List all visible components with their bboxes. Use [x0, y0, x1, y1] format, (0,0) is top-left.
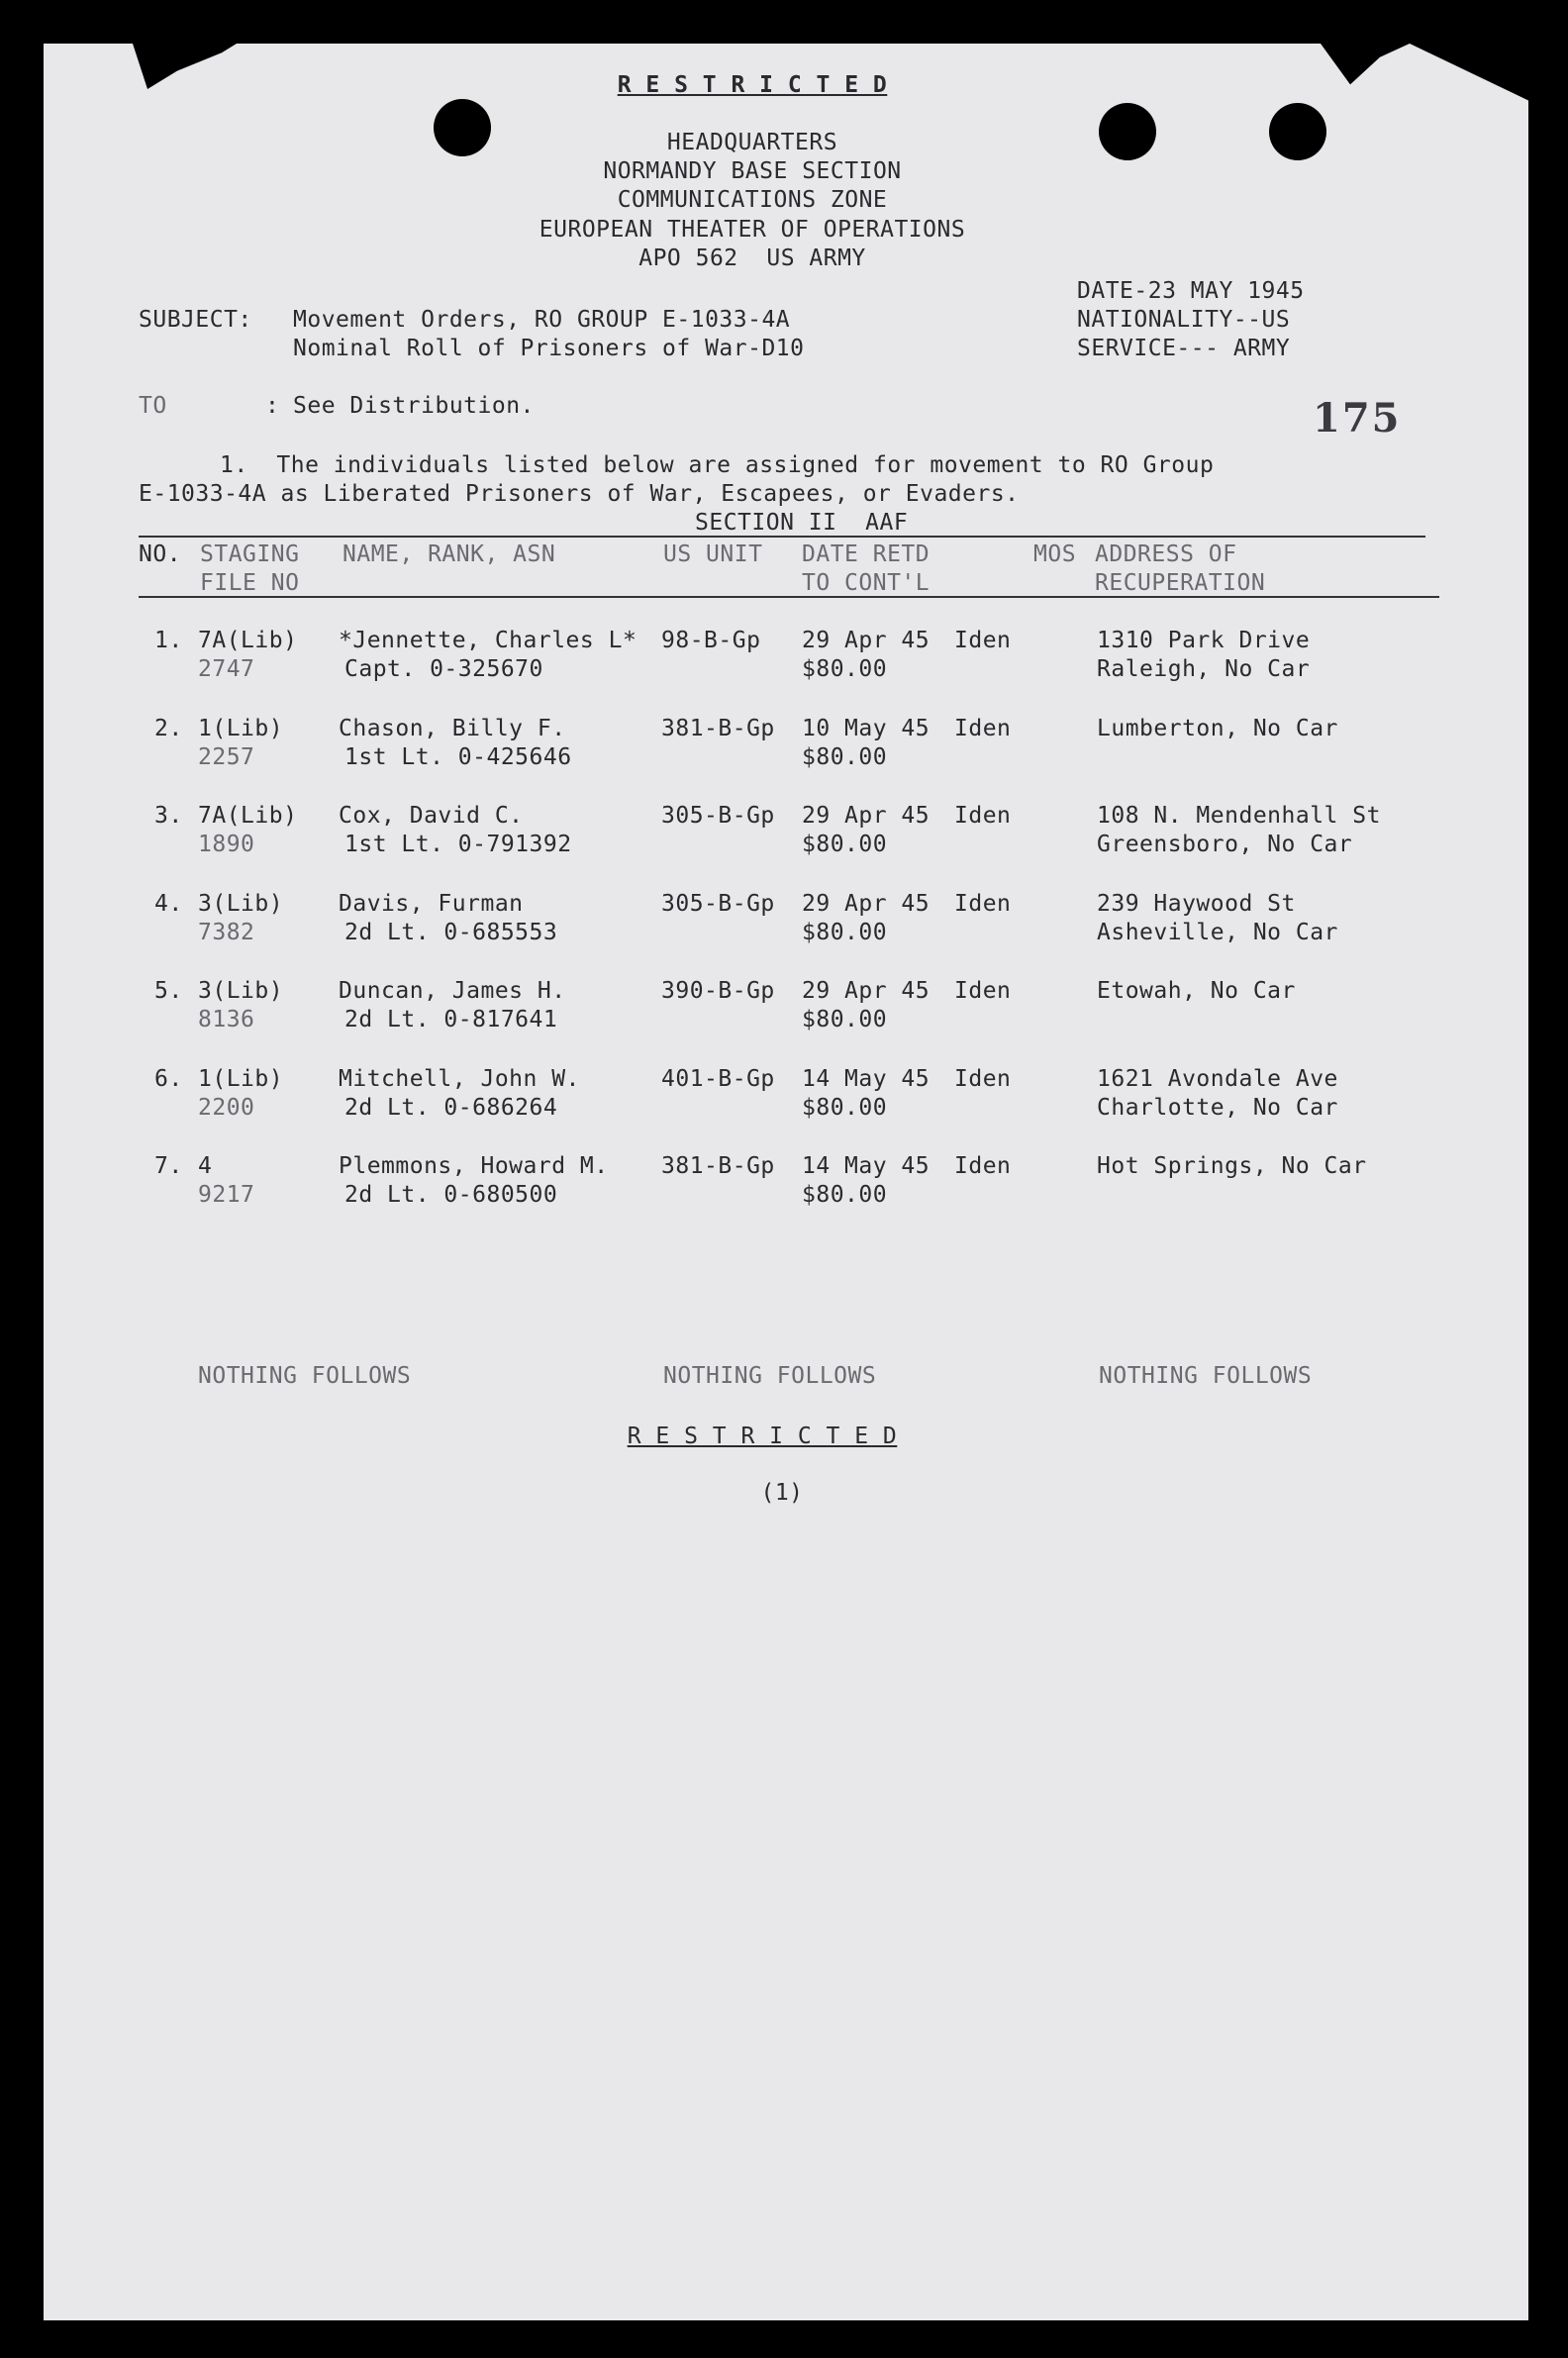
service-line: SERVICE--- ARMY — [1077, 336, 1291, 361]
classification-top: R E S T R I C T E D — [617, 72, 888, 98]
cell-rank: 2d Lt. 0-817641 — [344, 1007, 558, 1032]
cell-addr1: 1621 Avondale Ave — [1097, 1065, 1338, 1092]
cell-no: 5. — [154, 978, 183, 1004]
cell-staging: 1(Lib) — [198, 715, 284, 741]
cell-date: 14 May 45 — [802, 1065, 931, 1092]
cell-mos: Iden — [954, 1065, 1012, 1092]
cell-name: Mitchell, John W. — [339, 1065, 580, 1092]
cell-unit: 98-B-Gp — [661, 628, 761, 653]
punch-hole-right — [1269, 103, 1326, 160]
paragraph-line-2: E-1033-4A as Liberated Prisoners of War, Escapees, or Evaders. — [139, 481, 1020, 507]
col-no: NO. — [139, 541, 182, 567]
cell-name: Davis, Furman — [339, 890, 524, 917]
cell-file: 2257 — [198, 743, 255, 770]
cell-no: 2. — [154, 715, 183, 741]
cell-pay: $80.00 — [802, 1007, 888, 1032]
cell-addr2: Charlotte, No Car — [1097, 1094, 1338, 1121]
col-date-1: DATE RETD — [802, 541, 931, 567]
classification-bottom: R E S T R I C T E D — [627, 1424, 898, 1449]
cell-mos: Iden — [954, 803, 1012, 829]
cell-addr1: 239 Haywood St — [1097, 890, 1296, 917]
header-line-1: HEADQUARTERS — [666, 130, 838, 155]
cell-date: 29 Apr 45 — [802, 978, 931, 1004]
cell-no: 1. — [154, 628, 183, 653]
cell-rank: Capt. 0-325670 — [344, 656, 543, 682]
cell-file: 8136 — [198, 1007, 255, 1032]
cell-rank: 2d Lt. 0-680500 — [344, 1182, 558, 1208]
cell-name: Cox, David C. — [339, 803, 524, 829]
cell-addr1: Etowah, No Car — [1097, 978, 1296, 1004]
col-date-2: TO CONT'L — [802, 570, 931, 596]
header-line-4: EUROPEAN THEATER OF OPERATIONS — [539, 217, 966, 243]
table-header-rule — [139, 596, 1439, 598]
cell-staging: 4 — [198, 1153, 213, 1179]
to-colon: : — [265, 393, 280, 419]
col-address-1: ADDRESS OF — [1095, 541, 1237, 567]
paragraph-line-1: 1. The individuals listed below are assigned for movement to RO Group — [220, 452, 1215, 478]
cell-no: 7. — [154, 1153, 183, 1179]
cell-file: 2747 — [198, 656, 255, 682]
cell-date: 29 Apr 45 — [802, 890, 931, 917]
nationality-line: NATIONALITY--US — [1077, 307, 1291, 333]
cell-mos: Iden — [954, 715, 1012, 741]
cell-addr2: Greensboro, No Car — [1097, 832, 1353, 857]
cell-staging: 7A(Lib) — [198, 628, 298, 653]
to-label: TO — [139, 393, 167, 419]
col-mos: MOS — [1033, 541, 1077, 567]
header-line-5: APO 562 US ARMY — [638, 246, 866, 271]
cell-name: Duncan, James H. — [339, 978, 566, 1004]
cell-pay: $80.00 — [802, 1182, 888, 1208]
header-line-2: NORMANDY BASE SECTION — [603, 158, 902, 184]
cell-unit: 390-B-Gp — [661, 978, 775, 1004]
cell-staging: 1(Lib) — [198, 1065, 284, 1092]
document-page — [44, 44, 1528, 2320]
cell-rank: 2d Lt. 0-685553 — [344, 919, 558, 945]
table-top-rule — [139, 536, 1425, 538]
cell-file: 7382 — [198, 919, 255, 945]
cell-addr1: Hot Springs, No Car — [1097, 1153, 1367, 1179]
cell-date: 10 May 45 — [802, 715, 931, 741]
cell-pay: $80.00 — [802, 1094, 888, 1121]
cell-pay: $80.00 — [802, 656, 888, 682]
cell-file: 2200 — [198, 1094, 255, 1121]
cell-addr1: 108 N. Mendenhall St — [1097, 803, 1381, 829]
punch-hole-left — [434, 99, 491, 156]
punch-hole-mid-right — [1099, 103, 1156, 160]
cell-unit: 305-B-Gp — [661, 890, 775, 917]
cell-pay: $80.00 — [802, 832, 888, 857]
cell-unit: 381-B-Gp — [661, 1153, 775, 1179]
nothing-follows-center: NOTHING FOLLOWS — [663, 1363, 877, 1389]
cell-addr2: Raleigh, No Car — [1097, 656, 1311, 682]
page-number: (1) — [760, 1480, 804, 1506]
col-staging-2: FILE NO — [200, 570, 300, 596]
cell-staging: 3(Lib) — [198, 890, 284, 917]
date-line: DATE-23 MAY 1945 — [1077, 278, 1305, 304]
cell-file: 9217 — [198, 1182, 255, 1208]
subject-label: SUBJECT: — [139, 307, 252, 333]
cell-no: 3. — [154, 803, 183, 829]
cell-unit: 381-B-Gp — [661, 715, 775, 741]
col-name: NAME, RANK, ASN — [343, 541, 556, 567]
document-stamp-number: 175 — [1313, 395, 1402, 442]
section-heading: SECTION II AAF — [695, 510, 909, 536]
cell-mos: Iden — [954, 1153, 1012, 1179]
cell-date: 29 Apr 45 — [802, 628, 931, 653]
cell-pay: $80.00 — [802, 919, 888, 945]
cell-name: Plemmons, Howard M. — [339, 1153, 609, 1179]
col-address-2: RECUPERATION — [1095, 570, 1266, 596]
cell-mos: Iden — [954, 978, 1012, 1004]
subject-line-2: Nominal Roll of Prisoners of War-D10 — [293, 336, 805, 361]
cell-rank: 1st Lt. 0-791392 — [344, 832, 572, 857]
cell-pay: $80.00 — [802, 743, 888, 770]
cell-staging: 3(Lib) — [198, 978, 284, 1004]
cell-unit: 401-B-Gp — [661, 1065, 775, 1092]
cell-date: 29 Apr 45 — [802, 803, 931, 829]
subject-line-1: Movement Orders, RO GROUP E-1033-4A — [293, 307, 791, 333]
nothing-follows-left: NOTHING FOLLOWS — [198, 1363, 412, 1389]
cell-mos: Iden — [954, 890, 1012, 917]
cell-name: *Jennette, Charles L* — [339, 628, 637, 653]
nothing-follows-right: NOTHING FOLLOWS — [1099, 1363, 1313, 1389]
cell-rank: 1st Lt. 0-425646 — [344, 743, 572, 770]
col-unit: US UNIT — [663, 541, 763, 567]
cell-addr1: 1310 Park Drive — [1097, 628, 1311, 653]
cell-rank: 2d Lt. 0-686264 — [344, 1094, 558, 1121]
cell-staging: 7A(Lib) — [198, 803, 298, 829]
cell-addr2: Asheville, No Car — [1097, 919, 1338, 945]
header-line-3: COMMUNICATIONS ZONE — [617, 187, 888, 213]
cell-mos: Iden — [954, 628, 1012, 653]
cell-addr1: Lumberton, No Car — [1097, 715, 1338, 741]
cell-no: 4. — [154, 890, 183, 917]
cell-file: 1890 — [198, 832, 255, 857]
cell-unit: 305-B-Gp — [661, 803, 775, 829]
cell-date: 14 May 45 — [802, 1153, 931, 1179]
cell-no: 6. — [154, 1065, 183, 1092]
cell-name: Chason, Billy F. — [339, 715, 566, 741]
col-staging-1: STAGING — [200, 541, 300, 567]
to-value: See Distribution. — [293, 393, 535, 419]
